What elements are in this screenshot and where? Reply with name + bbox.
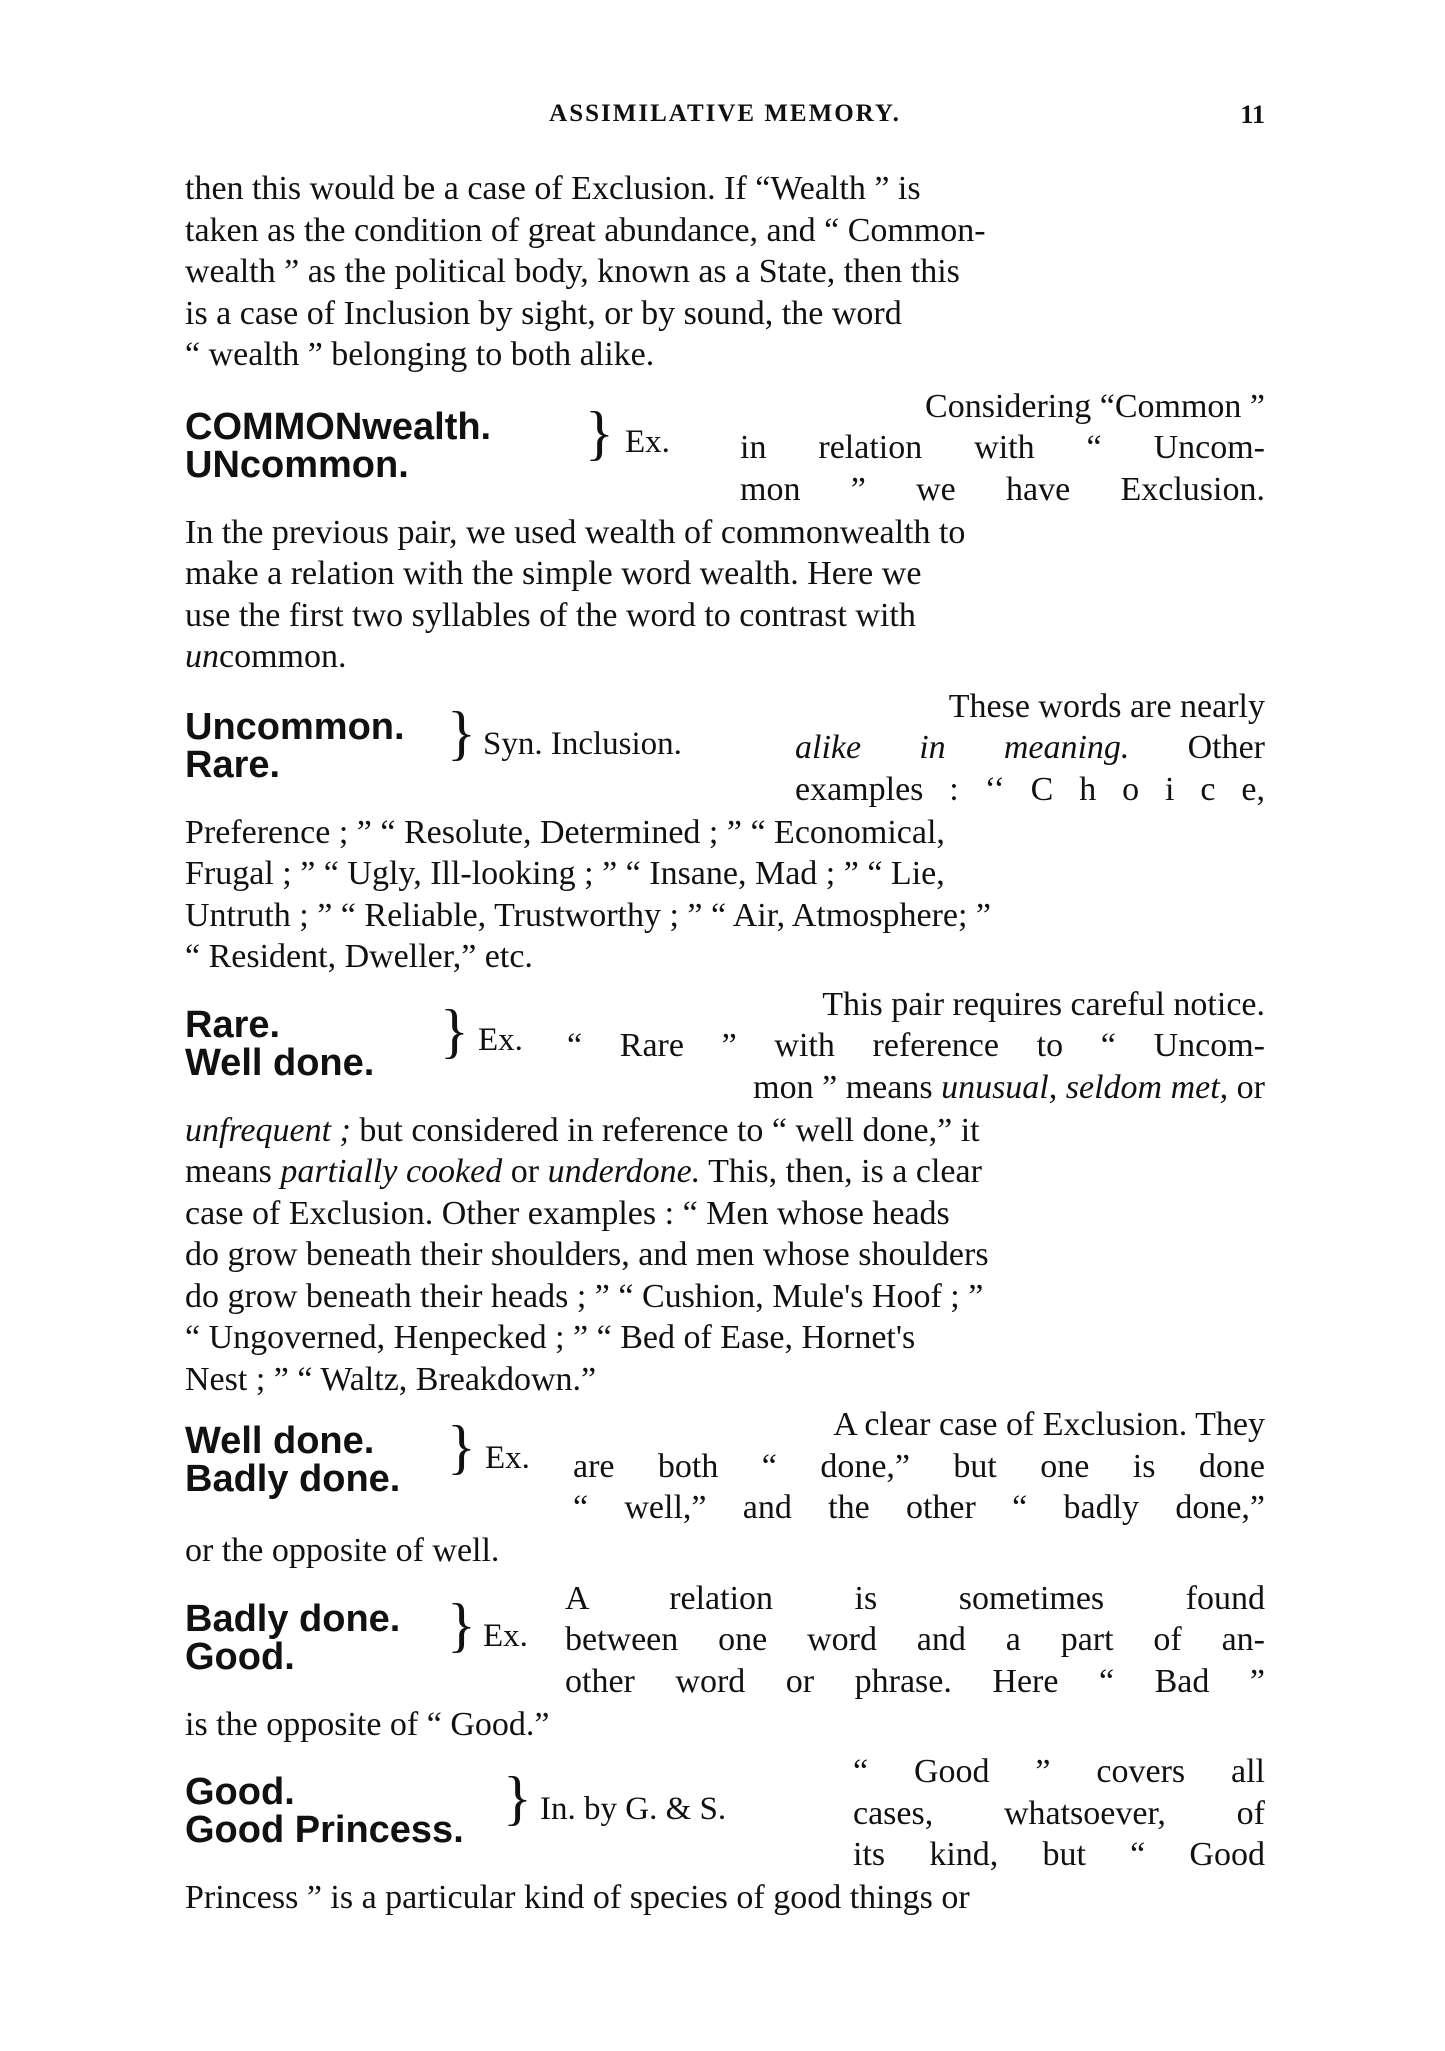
pair-word: Well done. — [185, 1041, 375, 1084]
note-line: examples : ‘‘ C h o i c e, — [795, 770, 1265, 808]
text: Other — [1129, 729, 1265, 766]
pair-word: Rare. — [185, 1003, 281, 1046]
pair-word: Rare. — [185, 743, 281, 786]
word-pair — [185, 984, 1265, 1110]
relation-label: Ex. — [625, 423, 670, 460]
pair-word: Good Princess. — [185, 1809, 464, 1851]
pair-note — [567, 984, 1265, 1109]
word-pair — [185, 386, 1265, 512]
text-line: do grow beneath their heads ; ” “ Cushion, Mule's Hoof ; ” — [185, 1277, 984, 1315]
note-line: mon ” we have Exclusion. — [740, 470, 1265, 508]
intro-line: taken as the condition of great abundance, and “ Common- — [185, 211, 986, 249]
text-line: Preference ; ” “ Resolute, Determined ; ” “ Economical, — [185, 813, 945, 851]
pair-word: Badly done. — [185, 1458, 401, 1500]
intro-line: “ wealth ” belonging to both alike. — [185, 336, 655, 373]
text-line: Princess ” is a particular kind of species of good things or — [185, 1879, 970, 1916]
page-header — [185, 100, 1265, 140]
text-line: Frugal ; ” “ Ugly, Ill-looking ; ” “ Insane, Mad ; ” “ Lie, — [185, 855, 945, 892]
note-line — [795, 727, 1265, 769]
note-line: “ Rare ” with reference to “ Uncom- — [567, 1027, 1265, 1064]
relation-label: Ex. — [483, 1617, 528, 1654]
pair-word: COMMONwealth. — [185, 405, 492, 448]
pair-word: Well done. — [185, 1420, 375, 1462]
text-line: In the previous pair, we used wealth of commonwealth to — [185, 513, 966, 551]
note-line: “ Good ” covers all — [853, 1753, 1265, 1790]
note-line: cases, whatsoever, of — [853, 1794, 1265, 1832]
italic-text: un — [185, 638, 219, 675]
text: but considered in reference to “ well done,” it — [350, 1111, 980, 1149]
page-number: 11 — [1240, 100, 1265, 129]
text-line: “ Resident, Dweller,” etc. — [185, 938, 533, 975]
text: mon ” means — [753, 1068, 942, 1106]
intro-line: is a case of Inclusion by sight, or by sound, the word — [185, 294, 902, 332]
intro-line: wealth ” as the political body, known as a State, then this — [185, 253, 960, 290]
note-line: Considering “Common ” — [925, 387, 1265, 425]
note-line: other word or phrase. Here “ Bad ” — [565, 1662, 1265, 1700]
brace-icon: } — [503, 1765, 532, 1831]
brace-icon: } — [447, 1591, 476, 1658]
text-line: case of Exclusion. Other examples : “ Men whose heads — [185, 1194, 950, 1232]
text-line: is the opposite of “ Good.” — [185, 1705, 550, 1743]
note-line: its kind, but “ Good — [853, 1836, 1265, 1873]
italic-text: unusual, seldom met, — [941, 1068, 1229, 1106]
note-line: between one word and a part of an- — [565, 1621, 1265, 1658]
text: common. — [219, 638, 347, 675]
brace-icon: } — [585, 399, 614, 466]
note-line: are both “ done,” but one is done — [573, 1447, 1265, 1485]
pair-note — [795, 686, 1265, 811]
note-line: “ well,” and the other “ badly done,” — [573, 1489, 1265, 1526]
note-line: This pair requires careful notice. — [822, 985, 1265, 1023]
intro-line: then this would be a case of Exclusion. If “Wealth ” is — [185, 170, 921, 207]
brace-icon: } — [447, 699, 476, 766]
pair-words — [185, 1773, 464, 1849]
pair-note — [565, 1578, 1265, 1703]
note-line: A relation is sometimes found — [565, 1579, 1265, 1617]
word-pair — [185, 1578, 1265, 1704]
word-pair — [185, 1751, 1265, 1877]
text-line — [185, 636, 1265, 678]
note-line: These words are nearly — [948, 687, 1265, 725]
text: or — [502, 1153, 548, 1190]
pair-words — [185, 405, 492, 486]
pair-word: Good. — [185, 1771, 295, 1813]
relation-label: In. by G. & S. — [540, 1791, 727, 1827]
italic-text: unfrequent ; — [185, 1111, 351, 1149]
italic-text: alike in meaning. — [795, 729, 1130, 766]
text-line — [185, 1151, 1265, 1193]
text-line: use the first two syllables of the word to contrast with — [185, 596, 916, 634]
relation-label: Ex. — [485, 1440, 530, 1476]
word-pair — [185, 1404, 1265, 1530]
italic-text: underdone. — [547, 1153, 701, 1190]
pair-word: UNcommon. — [185, 443, 409, 486]
note-line — [567, 1067, 1265, 1109]
text-line: Untruth ; ” “ Reliable, Trustworthy ; ” “ Air, Atmosphere; ” — [185, 896, 992, 934]
page-body — [185, 168, 1265, 1919]
pair-word: Uncommon. — [185, 705, 405, 748]
brace-icon: } — [440, 997, 469, 1064]
text-line — [185, 1110, 1265, 1152]
running-head: ASSIMILATIVE MEMORY. — [549, 100, 901, 127]
pair-note — [740, 386, 1265, 511]
text-line: do grow beneath their shoulders, and men whose shoulders — [185, 1236, 989, 1273]
brace-icon: } — [447, 1414, 476, 1480]
pair-words — [185, 1003, 375, 1084]
text: means — [185, 1153, 281, 1190]
italic-text: partially cooked — [280, 1153, 503, 1190]
text: or — [1228, 1068, 1265, 1106]
note-line: A clear case of Exclusion. They — [833, 1406, 1265, 1443]
pair-words — [185, 705, 405, 786]
text-line: “ Ungoverned, Henpecked ; ” “ Bed of Ease, Hornet's — [185, 1319, 916, 1356]
relation-label: Ex. — [478, 1021, 523, 1058]
word-pair — [185, 686, 1265, 812]
text-line: or the opposite of well. — [185, 1532, 500, 1569]
relation-label: Syn. Inclusion. — [483, 725, 682, 762]
pair-note — [573, 1404, 1265, 1529]
pair-word: Good. — [185, 1635, 295, 1678]
text-line: make a relation with the simple word wealth. Here we — [185, 555, 922, 592]
pair-note — [853, 1751, 1265, 1876]
pair-word: Badly done. — [185, 1597, 401, 1640]
pair-words — [185, 1422, 400, 1498]
pair-words — [185, 1597, 401, 1678]
note-line: in relation with “ Uncom- — [740, 429, 1265, 466]
text: This, then, is a clear — [700, 1153, 982, 1190]
text-line: Nest ; ” “ Waltz, Breakdown.” — [185, 1360, 597, 1398]
